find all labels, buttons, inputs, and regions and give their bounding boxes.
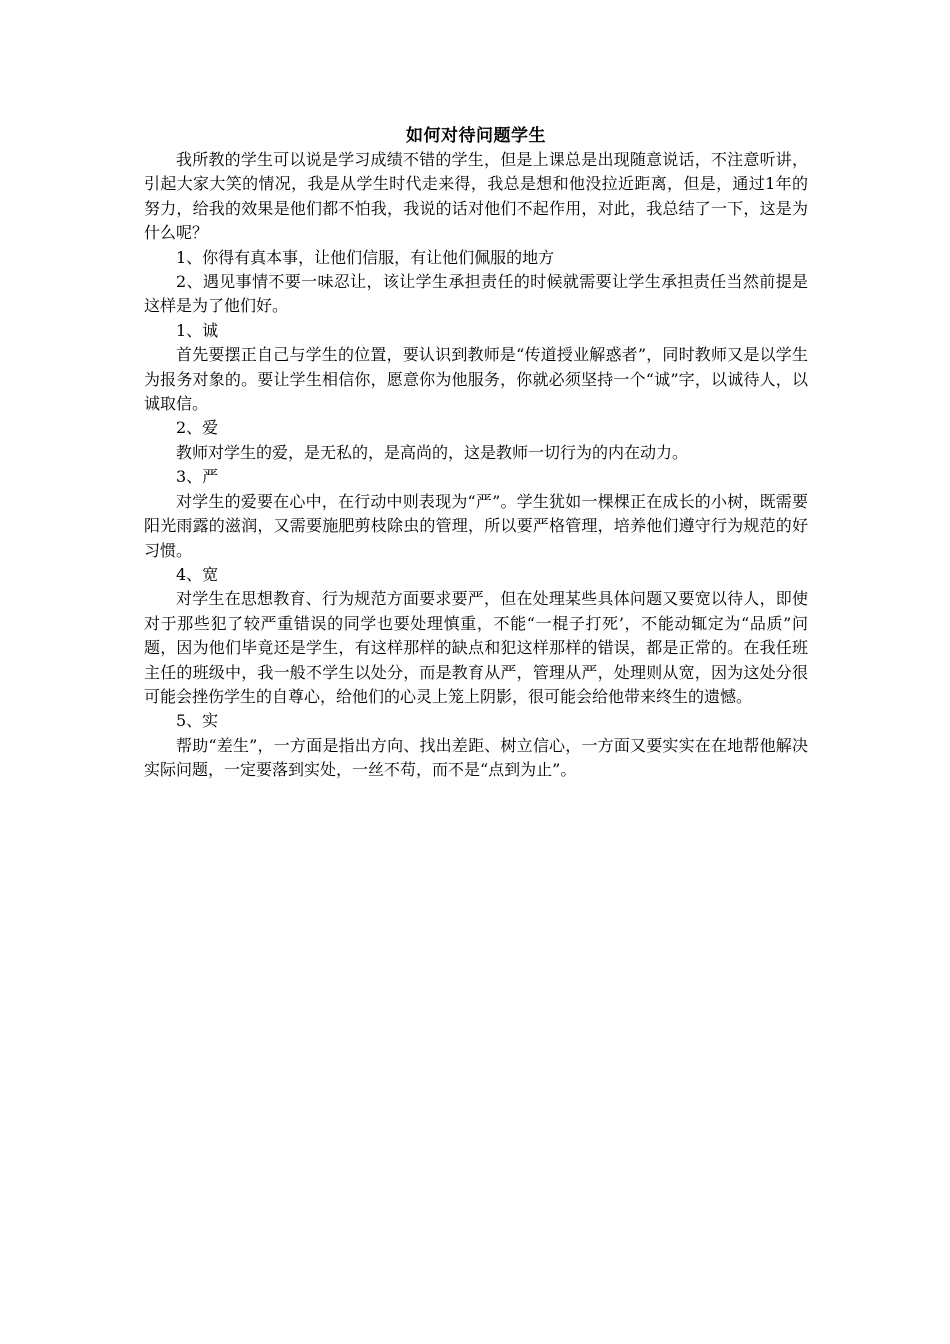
section-heading-yan: 3、严 — [176, 467, 219, 487]
section-body-kuan: 对学生在思想教育、行为规范方面要求要严，但在处理某些具体问题又要宽以待人，即使对于那些犯了较严重错误的同学也要处理慎重，不能“一棍子打死’，不能动辄定为“品质”问题，因为他们毕竟还是学生，有这样那样的缺点和犯这样那样的错误，都是正常的。在我任班主任的班级中，我一般不学生以处分，而是教育从严，管理从严，处理则从宽，因为这处分很可能会挫伤学生的自尊心，给他们的心灵上笼上阴影，很可能会给他带来终生的遗憾。 — [144, 589, 808, 706]
point-1: 1、你得有真本事，让他们信服，有让他们佩服的地方 — [176, 247, 555, 267]
intro-paragraph: 我所教的学生可以说是学习成绩不错的学生，但是上课总是出现随意说话，不注意听讲，引起大家大笑的情况，我是从学生时代走来得，我总是想和他没拉近距离，但是，通过1年的努力，给我的效果是他们都不怕我，我说的话对他们不起作用，对此，我总结了一下，这是为什么呢？ — [144, 150, 808, 243]
section-heading-shi: 5、实 — [176, 711, 219, 731]
section-body-yan: 对学生的爱要在心中，在行动中则表现为“严”。学生犹如一棵棵正在成长的小树，既需要阳光雨露的滋润，又需要施肥剪枝除虫的管理，所以要严格管理，培养他们遵守行为规范的好习惯。 — [144, 491, 808, 560]
section-body-cheng: 首先要摆正自己与学生的位置，要认识到教师是“传道授业解惑者”，同时教师又是以学生为报务对象的。要让学生相信你，愿意你为他服务，你就必须坚持一个“诚”字，以诚待人，以诚取信。 — [144, 345, 808, 414]
document-title: 如何对待问题学生 — [406, 126, 546, 146]
section-heading-kuan: 4、宽 — [176, 564, 219, 584]
point-2: 2、遇见事情不要一味忍让，该让学生承担责任的时候就需要让学生承担责任当然前提是 这样是为了他们好。 — [144, 272, 808, 316]
document-body — [144, 124, 808, 783]
section-body-ai: 教师对学生的爱，是无私的，是高尚的，这是教师一切行为的内在动力。 — [176, 442, 689, 462]
section-heading-cheng: 1、诚 — [176, 320, 219, 340]
section-heading-ai: 2、爱 — [176, 418, 219, 438]
section-body-shi: 帮助“差生”，一方面是指出方向、找出差距、树立信心，一方面又要实实在在地帮他解决实际问题，一定要落到实处，一丝不苟，而不是“点到为止”。 — [144, 735, 808, 780]
